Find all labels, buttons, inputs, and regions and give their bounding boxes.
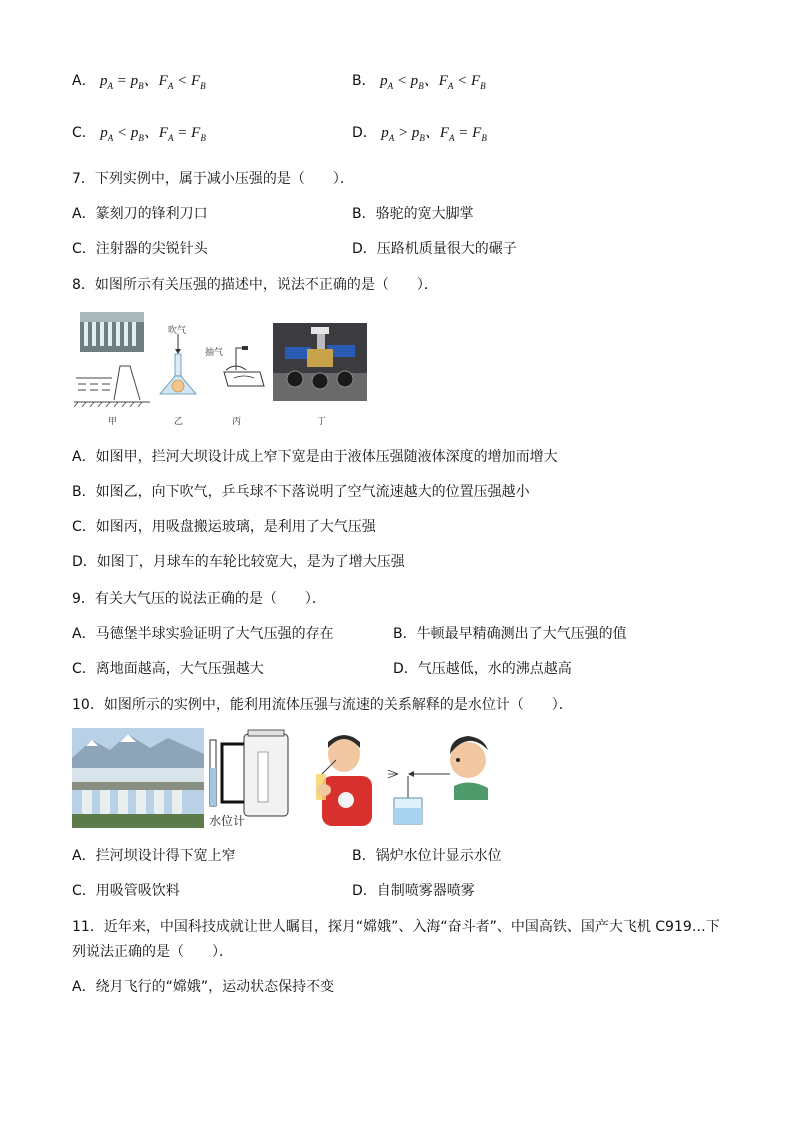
q10-figure-sprayer [384, 728, 494, 828]
lunar-rover-illustration [273, 323, 367, 401]
q6-option-a [72, 72, 206, 95]
q10-option-a: A．拦河坝设计得下宽上窄 [72, 848, 236, 864]
q8-caption-bing: 丙 [232, 417, 242, 427]
q7-stem: 7．下列实例中，属于减小压强的是（ ）． [72, 171, 354, 187]
q9-option-c: C．离地面越高，大气压强越大 [72, 661, 264, 677]
q8-option-d: D．如图丁，月球车的车轮比较宽大，是为了增大压强 [72, 554, 405, 570]
q6-option-d [352, 124, 487, 147]
q11-stem-line1: 11．近年来，中国科技成就让世人瞩目，探月“嫦娥”、入海“奋斗者”、中国高铁、国产大飞机 C919…下 [72, 919, 720, 935]
q10-option-d: D．自制喷雾器喷雾 [352, 883, 475, 899]
q7-option-b: B．骆驼的宽大脚掌 [352, 206, 474, 222]
q10-option-c: C．用吸管吸饮料 [72, 883, 180, 899]
option-letter: D． [352, 125, 377, 141]
sprayer-illustration [384, 728, 494, 828]
q6-option-a-expr: $p_A = p_B$、$F_A < F_B$ [100, 73, 206, 91]
q8-label-pump: 抽气 [205, 348, 224, 358]
q10-label-gauge: 水位计 [209, 814, 246, 828]
q8-caption-jia: 甲 [108, 417, 118, 427]
q8-label-blow: 吹气 [168, 326, 187, 336]
q8-caption-yi: 乙 [174, 417, 184, 427]
q8-caption-ding: 丁 [317, 417, 327, 427]
q6-option-b [352, 72, 486, 95]
q7-option-a: A．篆刻刀的锋利刀口 [72, 206, 208, 222]
q8-figure-rover [273, 323, 367, 401]
q8-option-a: A．如图甲，拦河大坝设计成上窄下宽是由于液体压强随液体深度的增加而增大 [72, 449, 558, 465]
dam-illustration [74, 310, 150, 410]
option-letter: B． [352, 73, 376, 89]
q6-option-c-expr: $p_A < p_B$、$F_A = F_B$ [100, 125, 206, 143]
q11-option-a: A．绕月飞行的“嫦娥”，运动状态保持不变 [72, 979, 335, 995]
option-letter: A． [72, 73, 96, 89]
q10-figure-boiler [208, 728, 298, 824]
q9-option-a: A．马德堡半球实验证明了大气压强的存在 [72, 626, 334, 642]
q6-option-d-expr: $p_A > p_B$、$F_A = F_B$ [381, 125, 487, 143]
q10-figure-dam-photo [72, 728, 204, 828]
q8-stem: 8．如图所示有关压强的描述中，说法不正确的是（ ）． [72, 277, 438, 293]
q7-option-c: C．注射器的尖锐针头 [72, 241, 208, 257]
q9-stem: 9．有关大气压的说法正确的是（ ）． [72, 591, 326, 607]
q10-figure-boy-straw [306, 730, 378, 828]
q9-option-d: D．气压越低，水的沸点越高 [393, 661, 572, 677]
q10-option-b: B．锅炉水位计显示水位 [352, 848, 502, 864]
q9-option-b: B．牛顿最早精确测出了大气压强的值 [393, 626, 627, 642]
boy-drinking-illustration [306, 730, 378, 828]
q8-option-c: C．如图丙，用吸盘搬运玻璃，是利用了大气压强 [72, 519, 376, 535]
boiler-gauge-illustration [208, 728, 298, 824]
dam-photo [72, 728, 204, 828]
q6-option-b-expr: $p_A < p_B$、$F_A < F_B$ [380, 73, 486, 91]
q7-option-d: D．压路机质量很大的碾子 [352, 241, 517, 257]
q8-figure-dam [74, 310, 150, 410]
q11-stem-line2: 列说法正确的是（ ）． [72, 944, 233, 960]
q10-stem: 10．如图所示的实例中，能利用流体压强与流速的关系解释的是水位计（ ）． [72, 697, 573, 713]
q6-option-c [72, 124, 206, 147]
option-letter: C． [72, 125, 96, 141]
q8-option-b: B．如图乙，向下吹气，乒乓球不下落说明了空气流速越大的位置压强越小 [72, 484, 530, 500]
